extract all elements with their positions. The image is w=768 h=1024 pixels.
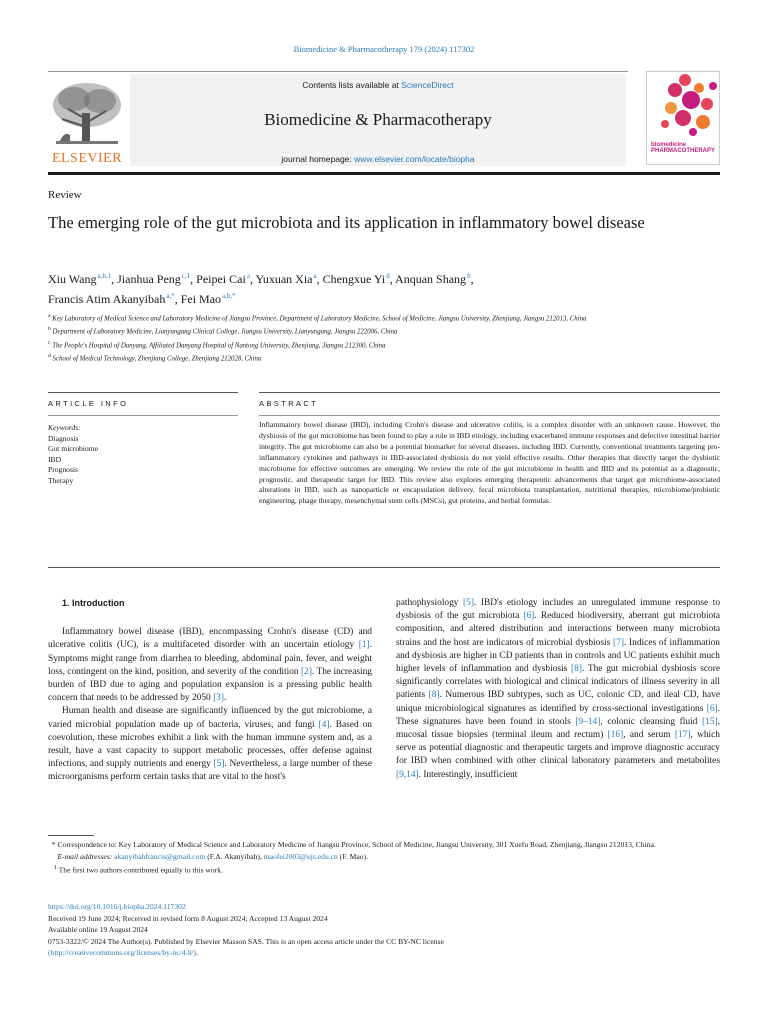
journal-title: Biomedicine & Pharmacotherapy	[264, 110, 492, 129]
reference-link[interactable]: [9,14]	[396, 769, 419, 780]
received-dates: Received 19 June 2024; Received in revised form 8 August 2024; Accepted 13 August 2024	[48, 913, 328, 923]
reference-link[interactable]: [9–14]	[575, 716, 601, 727]
email-link[interactable]: akanyibahfrancis@gmail.com	[114, 851, 206, 861]
author-affil-mark[interactable]: a	[313, 272, 317, 280]
reference-link[interactable]: [6]	[523, 611, 535, 622]
paragraph: Inflammatory bowel disease (IBD), encompassing Crohn's disease (CD) and ulcerative colitis (UC), is a multifaceted disorder with an uncertain etiology [1]. Symptoms might range from diarrhea to bleeding, abdominal pain, fever, and weight loss, contingent on the kind, position, and severity of the condition [2]. The increasing burden of IBD due to aging and population expansion is a pressing public health concern that needs to be addressed by 2050 [3].	[48, 627, 372, 704]
doi-link[interactable]: https://doi.org/10.1016/j.biopha.2024.117302	[48, 902, 186, 911]
author-affil-mark[interactable]: a,b,1	[97, 272, 112, 280]
journal-citation[interactable]: Biomedicine & Pharmacotherapy 179 (2024) 117302	[293, 44, 475, 54]
abstract-bottom-rule	[48, 567, 720, 568]
license-link[interactable]: (http://creativecommons.org/licenses/by-nc/4.0/)	[48, 948, 196, 958]
keyword: Diagnosis	[48, 433, 79, 443]
abstract-top-rule	[259, 392, 720, 393]
cover-label-line2: PHARMACOTHERAPY	[651, 148, 716, 154]
footnotes	[48, 839, 720, 876]
author-affil-mark[interactable]: a	[246, 272, 250, 280]
homepage-line	[130, 154, 626, 164]
article-type: Review	[48, 189, 82, 201]
body-left-column	[48, 597, 372, 785]
affiliation: $^c$ The People's Hospital of Danyang, Affiliated Danyang Hospital of Nantong University, Zhenjiang, Jiangsu 212300, China	[48, 339, 386, 349]
keyword: Prognosis	[48, 465, 78, 475]
reference-link[interactable]: [1]	[358, 640, 370, 651]
equal-contribution-note: $^1$ The first two authors contributed equally to this work.	[53, 864, 223, 875]
elsevier-tree-icon	[48, 79, 126, 151]
author-affil-mark[interactable]: b	[467, 272, 471, 280]
author: Chengxue Yi $^d$,	[322, 272, 396, 286]
article-title: The emerging role of the gut microbiota and its application in inflammatory bowel disease	[48, 213, 645, 232]
reference-link[interactable]: [15]	[702, 716, 718, 727]
elsevier-logo[interactable]	[48, 79, 126, 167]
reference-link[interactable]: [17]	[674, 730, 691, 741]
reference-link[interactable]: [2]	[301, 666, 312, 677]
paragraph: Human health and disease are significantly influenced by the gut microbiome, a varied microbial population made up of bacteria, viruses, and fungi [4]. Based on coevolution, these microbes exhibit a link with the human immune system and, as a result, have a vast capacity to support metabolic processes, offer defense against infections, and supply nutrients and energy [5]. Nevertheless, a large number of these microorganisms perform certain tasks that are vital to the host's	[48, 706, 372, 783]
author-affil-mark[interactable]: a,*	[166, 292, 175, 300]
license-text: 0753-3322/© 2024 The Author(s). Published by Elsevier Masson SAS. This is an open access article under the CC BY-NC license (http://creativecommons.org/licenses/by-nc/4.0/).	[48, 936, 444, 958]
keyword: Therapy	[48, 475, 74, 485]
email-link[interactable]: maofei2003@ujs.edu.cn	[263, 851, 338, 861]
author-affil-mark[interactable]: c,1	[181, 272, 191, 280]
journal-cover-thumbnail[interactable]	[646, 71, 720, 165]
abstract-heading: ABSTRACT	[259, 399, 319, 408]
author: Francis Atim Akanyibah $^{a,*}$,	[48, 292, 181, 306]
cover-art-icon	[647, 72, 720, 138]
correspondence-note: * Correspondence to: Key Laboratory of Medical Science and Laboratory Medicine of Jiangsu Province, School of Medicine, Jiangsu University, 301 Xuefu Road, Zhenjiang, Jiangsu 212013, China.	[48, 840, 656, 849]
publisher-wordmark: ELSEVIER	[51, 151, 123, 166]
abstract-text: Inflammatory bowel disease (IBD), including Crohn's disease and ulcerative colitis, is a complex disorder with an unknown cause. However, the dysbiosis of the gut microbiome has been found to play a role in IBD etiology, including exacerbated immune responses and defective intestinal barrier integrity. The gut microbiome can also be a potential biomarker for several diseases, including IBD. Currently, conventional treatments targeting pro-inflammatory cytokines and pathways in IBD-associated dysbiosis do not yield effective results. Other therapies that directly target the dysbiotic microbiome for effective outcomes are emerging. We review the role of the gut microbiome in health and IBD and its potential as a diagnostic, prognostic, and therapeutic target for IBD. This review also explores emerging therapeutic advancements that target gut microbiome-associated alterations in IBD, such as nanoparticle or encapsulation delivery, fecal microbiota transplantation, nutritional therapies, microbiome/probiotic engineering, phage therapy, mesenchymal stem cells (MSCs), gut proteins, and herbal formulas.	[259, 420, 720, 506]
author-list	[48, 268, 688, 308]
footnote-rule	[48, 835, 94, 836]
article-info-top-rule	[48, 392, 238, 393]
online-date: Available online 19 August 2024	[48, 925, 148, 935]
author: Xiu Wang $^{a,b,1}$,	[48, 272, 118, 286]
author: Peipei Cai $^a$,	[196, 272, 256, 286]
affiliation: $^a$ Key Laboratory of Medical Science and Laboratory Medicine of Jiangsu Province, Department of Laboratory Medicine, School of Medicine, Jiangsu University, Zhenjiang, Jiangsu 212013, China	[48, 313, 587, 323]
homepage-prefix: journal homepage:	[281, 154, 355, 164]
body-right-column	[396, 597, 720, 782]
reference-link[interactable]: [6]	[706, 703, 718, 714]
author: Yuxuan Xia $^a$,	[255, 272, 323, 286]
author-affil-mark[interactable]: d	[386, 272, 390, 280]
affiliation: $^b$ Department of Laboratory Medicine, Lianyungang Clinical College, Jiangsu University, Lianyungang, Jiangsu 222006, China	[48, 326, 398, 336]
keyword: IBD	[48, 454, 62, 464]
reference-link[interactable]: [8]	[571, 664, 582, 675]
keywords-block	[48, 423, 228, 487]
reference-link[interactable]: [3]	[213, 693, 224, 704]
affiliation-list	[48, 311, 688, 364]
keyword: Gut microbiome	[48, 444, 98, 454]
journal-masthead	[48, 71, 720, 169]
publication-info	[48, 901, 720, 959]
reference-link[interactable]: [4]	[318, 719, 330, 730]
article-info-sub-rule	[48, 415, 238, 416]
author: Anquan Shang $^b$,	[395, 272, 474, 286]
author-affil-mark[interactable]: a,b,*	[222, 292, 236, 300]
section-heading-introduction: 1. Introduction	[62, 598, 125, 608]
sciencedirect-link[interactable]: ScienceDirect	[401, 80, 454, 90]
journal-info-band	[130, 74, 626, 166]
article-info-heading: ARTICLE INFO	[48, 399, 129, 408]
author: Jianhua Peng $^{c,1}$,	[117, 272, 197, 286]
abstract-sub-rule	[259, 415, 720, 416]
affiliation: $^d$ School of Medical Technology, Zhenjiang College, Zhenjiang 212028, China	[48, 352, 262, 363]
reference-link[interactable]: [5]	[213, 759, 225, 770]
paragraph: pathophysiology [5]. IBD's etiology includes an unregulated immune response to dysbiosis of the gut microbiota [6]. Reduced biodiversity, aberrant gut microbiota composition, and altered distribution and interactions between many microbiota strains and the host are indicators of microbial dysbiosis [7]. Indices of inflammation and dysbiosis are higher in CD patients than in controls and UC patients exhibit much higher levels of inflammation and dysbiosis [8]. The gut microbial dysbiosis score significantly correlates with biological and clinical indicators of illness severity in all patients [8]. Numerous IBD subtypes, such as UC, colonic CD, and ileal CD, have unique microbiological signatures as identified by cross-sectional investigations [6]. These signatures have been found in stools [9–14], colonic cleansing fluid [15], mucosal tissue biopsies (terminal ileum and rectum) [16], and serum [17], which serve as potential diagnostic and therapeutic targets and improve diagnostic accuracy for IBD when combined with other clinical laboratory parameters and metabolites [9,14]. Interestingly, insufficient	[396, 598, 721, 780]
reference-link[interactable]: [5]	[463, 598, 474, 608]
masthead-top-rule	[48, 71, 628, 72]
cover-label-line1: biomedicine	[651, 142, 687, 148]
email-note: E-mail addresses: akanyibahfrancis@gmail.com (F.A. Akanyibah), maofei2003@ujs.edu.cn (F. Mao).	[57, 851, 368, 861]
contents-prefix: Contents lists available at	[302, 80, 402, 90]
journal-homepage-link[interactable]: www.elsevier.com/locate/biopha	[354, 154, 475, 164]
author: Fei Mao $^{a,b,*}$	[180, 292, 236, 306]
reference-link[interactable]: [7]	[613, 637, 624, 648]
reference-link[interactable]: [8]	[428, 690, 440, 701]
keywords-label: Keywords:	[48, 423, 81, 432]
cover-journal-label	[651, 142, 715, 154]
reference-link[interactable]: [16]	[607, 730, 624, 741]
contents-line	[130, 80, 626, 90]
masthead-bottom-rule	[48, 172, 720, 175]
